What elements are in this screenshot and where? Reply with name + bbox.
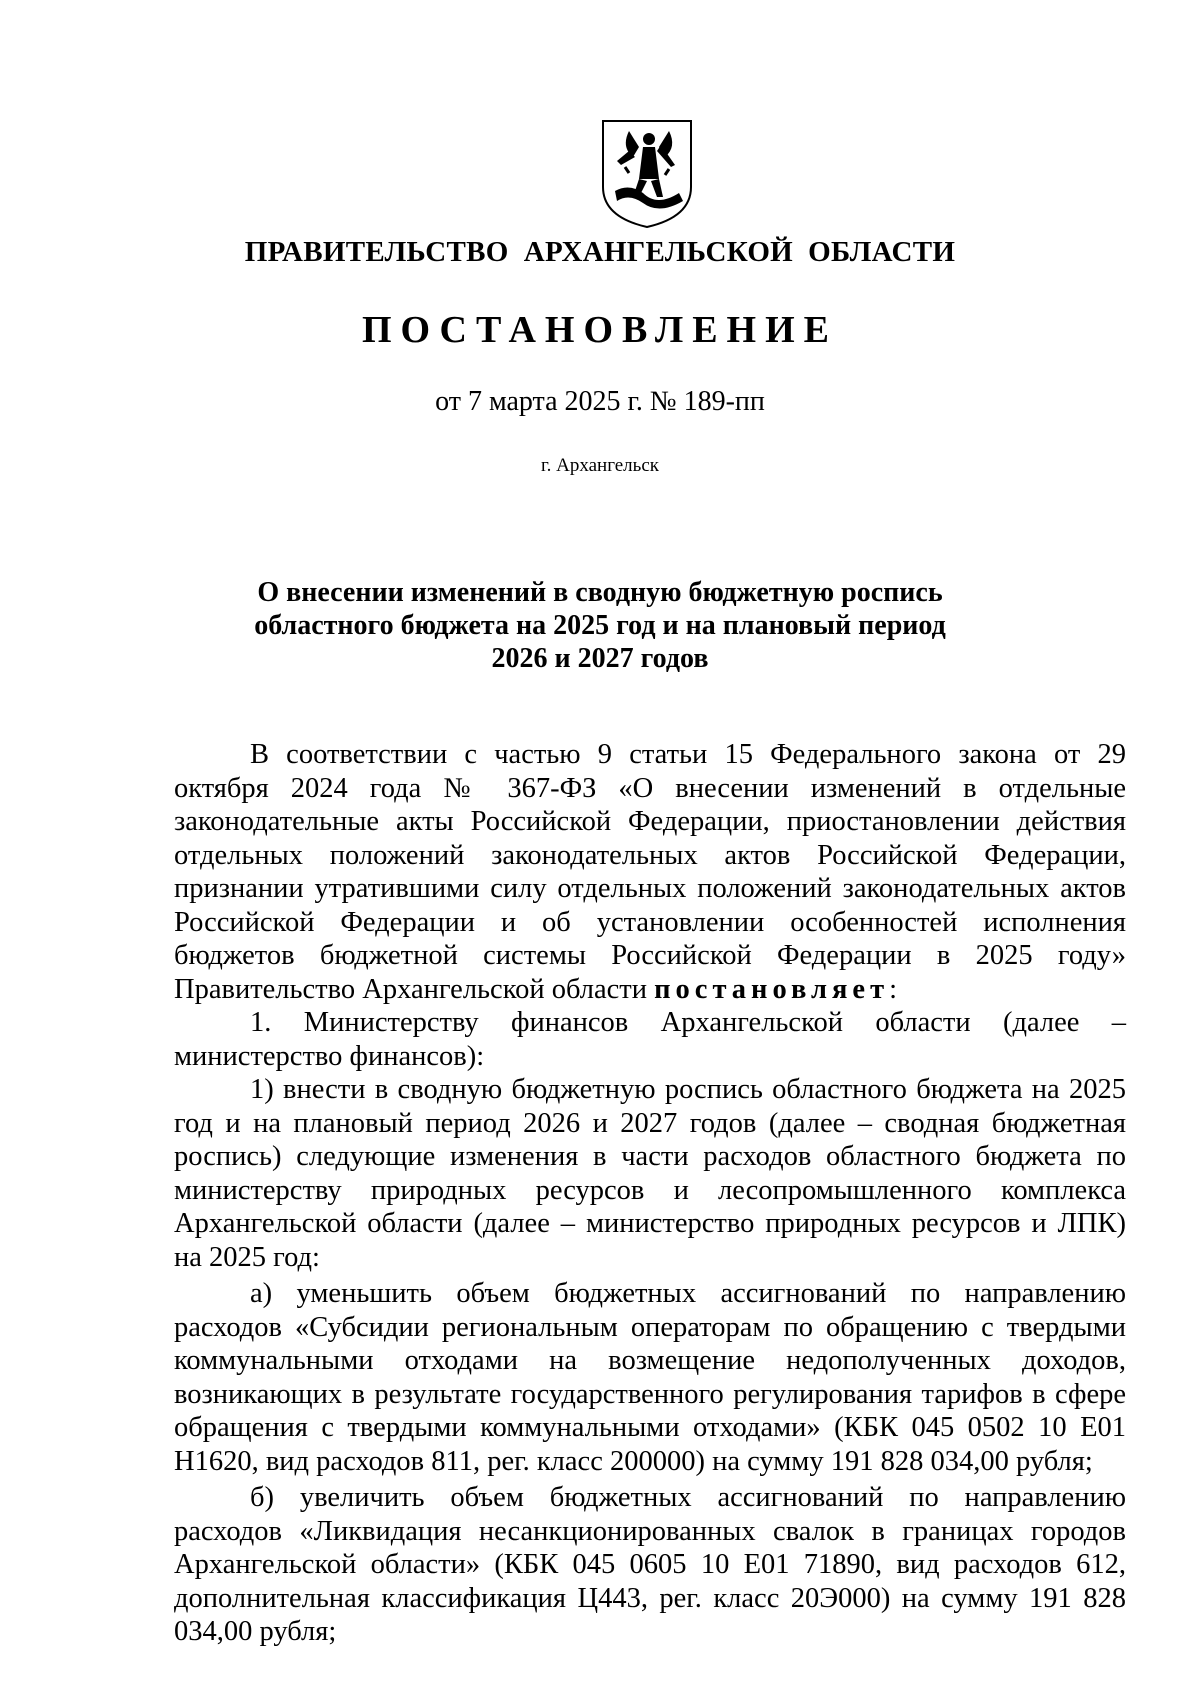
preamble-paragraph xyxy=(174,738,1126,1006)
item-b-paragraph: б) увеличить объем бюджетных ассигнований по направлению расходов «Ликвидация несанкционированных свалок в границах городов Архангельской области» (КБК 045 0605 10 Е01 71890, вид расходов 612, дополнительная классификация Ц443, рег. класс 20Э000) на сумму 191 828 034,00 рубля; xyxy=(174,1482,1126,1647)
decree-word: постановляет xyxy=(654,973,890,1005)
item-a-paragraph: а) уменьшить объем бюджетных ассигнований по направлению расходов «Субсидии региональным операторам по обращению с твердыми коммунальными отходами на возмещение недополученных доходов, возникающих в результате государственного регулирования тарифов в сфере обращения с твердыми коммунальными отходами» (КБК 045 0502 10 Е01 Н1620, вид расходов 811, рег. класс 200000) на сумму 191 828 034,00 рубля; xyxy=(174,1278,1126,1477)
subject-line: 2026 и 2027 годов xyxy=(491,643,709,674)
subject-line: областного бюджета на 2025 год и на плановый период xyxy=(254,610,946,641)
decree-colon: : xyxy=(889,973,897,1005)
date-number-line: от 7 марта 2025 г. № 189-пп xyxy=(435,386,765,417)
coat-of-arms-emblem xyxy=(599,117,695,229)
document-body xyxy=(174,738,1126,1649)
subject-line: О внесении изменений в сводную бюджетную роспись xyxy=(257,577,943,608)
preamble-text: В соответствии с частью 9 статьи 15 Федерального закона от 29 октября 2024 года № 367-ФЗ «О внесении изменений в отдельные законодательные акты Российской Федерации, приостановлении действия отдельных положений законодательных актов Российской Федерации, признании утратившими силу отдельных положений законодательных актов Российской Федерации и об установлении особенностей исполнения бюджетов бюджетной системы Российской Федерации в 2025 году» Правительство Архангельской области xyxy=(174,739,1126,1005)
item-1-1-paragraph: 1) внести в сводную бюджетную роспись областного бюджета на 2025 год и на плановый период 2026 и 2027 годов (далее – сводная бюджетная роспись) следующие изменения в части расходов областного бюджета по министерству природных ресурсов и лесопромышленного комплекса Архангельской области (далее – министерство природных ресурсов и ЛПК) на 2025 год: xyxy=(174,1074,1126,1273)
government-heading: ПРАВИТЕЛЬСТВО АРХАНГЕЛЬСКОЙ ОБЛАСТИ xyxy=(244,236,956,268)
document-type-title: ПОСТАНОВЛЕНИЕ xyxy=(361,309,839,351)
document-subject xyxy=(200,576,1000,675)
city-line: г. Архангельск xyxy=(540,455,659,476)
item-1-paragraph: 1. Министерству финансов Архангельской области (далее – министерство финансов): xyxy=(174,1007,1126,1072)
